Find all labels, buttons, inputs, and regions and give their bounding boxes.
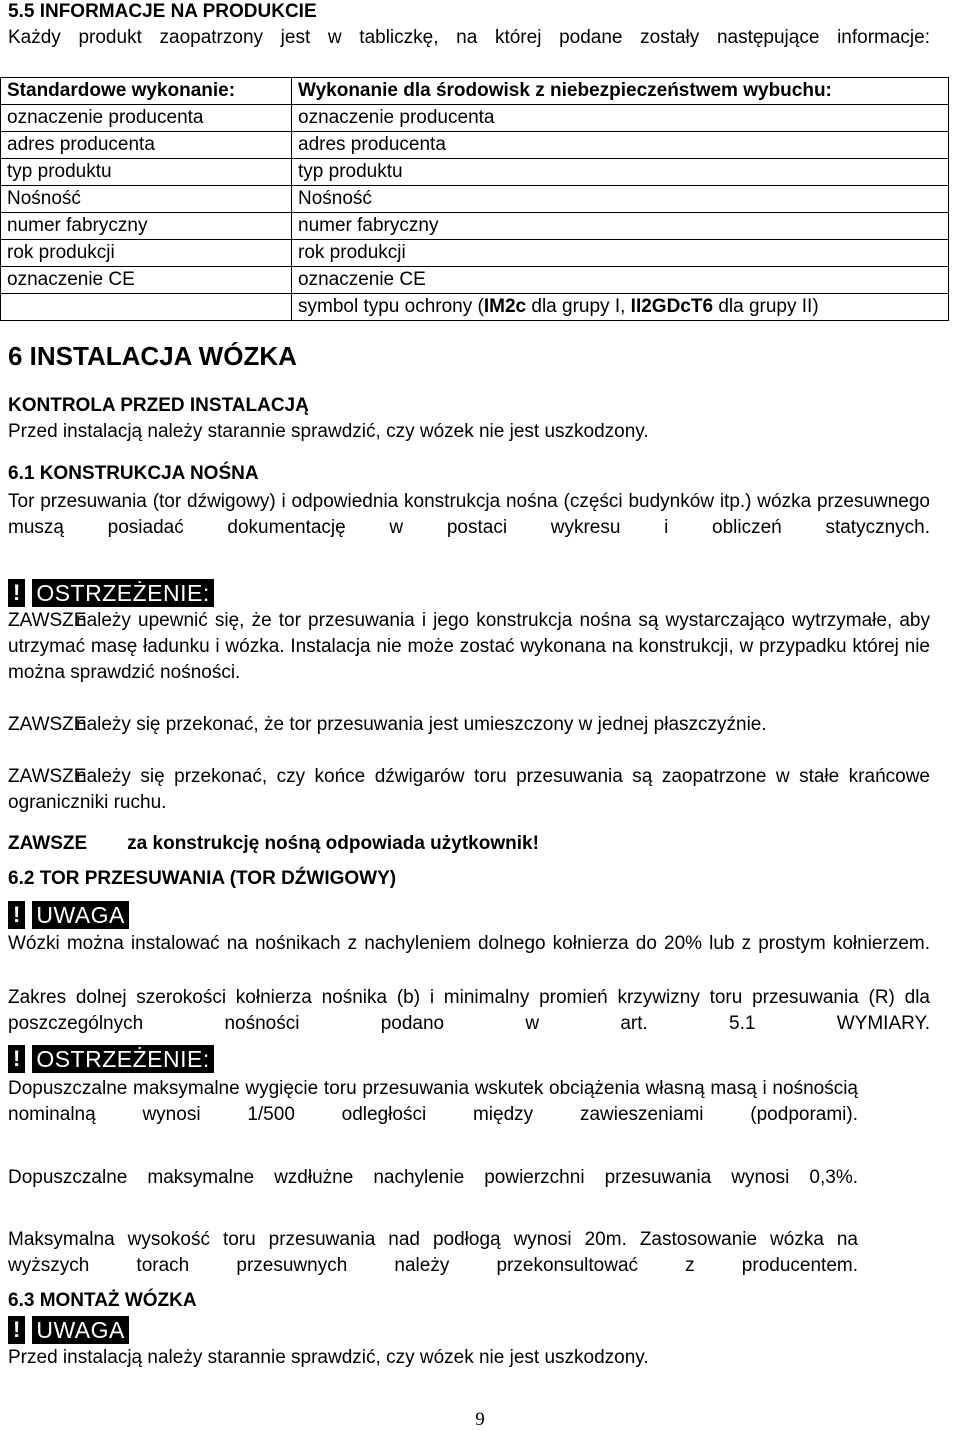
table-cell-protection-symbol bbox=[292, 294, 949, 321]
table-header-standard: Standardowe wykonanie: bbox=[1, 78, 292, 105]
table-row bbox=[1, 240, 949, 267]
section-heading-5-5: 5.5 INFORMACJE NA PRODUKCIE bbox=[8, 1, 317, 22]
section-6-2-paragraph-4: Dopuszczalne maksymalne wzdłużne nachylenie powierzchni przesuwania wynosi 0,3%. bbox=[8, 1167, 858, 1188]
always-text: należy upewnić się, że tor przesuwania i jego konstrukcja nośna są wystarczająco wytrzymałe, aby utrzymać masę ładunku i wózka. Instalacja nie może zostać wykonana na konstrukcji, w przypadku której nie można sprawdzić nośności. bbox=[8, 610, 930, 683]
exclamation-icon: ! bbox=[8, 1045, 25, 1073]
table-header-explosion: Wykonanie dla środowisk z niebezpieczeństwem wybuchu: bbox=[292, 78, 949, 105]
always-keyword: ZAWSZE bbox=[8, 766, 87, 787]
section-heading-6-3: 6.3 MONTAŻ WÓZKA bbox=[8, 1290, 197, 1311]
table-cell: typ produktu bbox=[1, 159, 292, 186]
always-item bbox=[8, 764, 930, 816]
protection-text: symbol typu ochrony ( bbox=[298, 296, 484, 317]
table-cell: Nośność bbox=[292, 186, 949, 213]
product-info-table bbox=[0, 77, 949, 321]
check-heading: KONTROLA PRZED INSTALACJĄ bbox=[8, 395, 309, 416]
always-text: należy się przekonać, że tor przesuwania jest umieszczony w jednej płaszczyźnie. bbox=[76, 714, 767, 735]
table-cell: numer fabryczny bbox=[1, 213, 292, 240]
table-header-row bbox=[1, 78, 949, 105]
table-row bbox=[1, 132, 949, 159]
always-final bbox=[8, 832, 539, 856]
protection-code-im2c: IM2c bbox=[483, 296, 527, 317]
protection-code-ii2gdct6: II2GDcT6 bbox=[630, 296, 714, 317]
check-text: Przed instalacją należy starannie sprawdzić, czy wózek nie jest uszkodzony. bbox=[8, 421, 649, 442]
table-cell: adres producenta bbox=[1, 132, 292, 159]
always-keyword: ZAWSZE bbox=[8, 714, 87, 735]
table-row bbox=[1, 267, 949, 294]
warning-banner bbox=[8, 1044, 214, 1074]
exclamation-icon: ! bbox=[8, 579, 25, 607]
always-text: należy się przekonać, czy końce dźwigarów toru przesuwania są zaopatrzone w stałe krańcowe ograniczniki ruchu. bbox=[8, 766, 930, 813]
warning-title: OSTRZEŻENIE: bbox=[32, 1045, 213, 1073]
notice-title: UWAGA bbox=[32, 901, 129, 929]
always-final-text: za konstrukcję nośną odpowiada użytkownik! bbox=[127, 833, 539, 854]
table-cell: numer fabryczny bbox=[292, 213, 949, 240]
table-row bbox=[1, 213, 949, 240]
section-5-5-intro: Każdy produkt zaopatrzony jest w tabliczkę, na której podane zostały następujące informacje: bbox=[8, 27, 930, 48]
table-cell: rok produkcji bbox=[1, 240, 292, 267]
always-item bbox=[8, 608, 930, 686]
table-cell: adres producenta bbox=[292, 132, 949, 159]
table-cell: rok produkcji bbox=[292, 240, 949, 267]
protection-text: dla grupy I, bbox=[526, 296, 631, 317]
table-row bbox=[1, 159, 949, 186]
section-6-2-paragraph-2: Zakres dolnej szerokości kołnierza nośnika (b) i minimalny promień krzywizny toru przesuwania (R) dla poszczególnych nośności podano w art. 5.1 WYMIARY. bbox=[8, 987, 930, 1034]
table-cell: oznaczenie CE bbox=[292, 267, 949, 294]
exclamation-icon: ! bbox=[8, 901, 25, 929]
notice-banner bbox=[8, 900, 129, 930]
section-heading-6-1: 6.1 KONSTRUKCJA NOŚNA bbox=[8, 463, 259, 484]
always-keyword: ZAWSZE bbox=[8, 833, 88, 854]
table-cell: oznaczenie producenta bbox=[292, 105, 949, 132]
table-row bbox=[1, 105, 949, 132]
section-6-2-paragraph-3: Dopuszczalne maksymalne wygięcie toru przesuwania wskutek obciążenia własną masą i nośnością nominalną wynosi 1/500 odległości między zawieszeniami (podporami). bbox=[8, 1078, 858, 1125]
page-number: 9 bbox=[475, 1409, 485, 1430]
chapter-6-heading: 6 INSTALACJA WÓZKA bbox=[8, 341, 297, 371]
section-heading-6-2: 6.2 TOR PRZESUWANIA (TOR DŹWIGOWY) bbox=[8, 868, 397, 889]
section-6-1-paragraph: Tor przesuwania (tor dźwigowy) i odpowiednia konstrukcja nośna (części budynków itp.) wózka przesuwnego muszą posiadać dokumentację w postaci wykresu i obliczeń statycznych. bbox=[8, 491, 930, 538]
warning-title: OSTRZEŻENIE: bbox=[32, 579, 213, 607]
protection-text: dla grupy II) bbox=[713, 296, 819, 317]
table-cell: oznaczenie producenta bbox=[1, 105, 292, 132]
table-cell: typ produktu bbox=[292, 159, 949, 186]
table-row bbox=[1, 186, 949, 213]
section-6-2-paragraph-5: Maksymalna wysokość toru przesuwania nad podłogą wynosi 20m. Zastosowanie wózka na wyższych torach przesuwnych należy przekonsultować z producentem. bbox=[8, 1229, 858, 1276]
table-cell bbox=[1, 294, 292, 321]
always-item bbox=[8, 712, 930, 738]
section-6-2-paragraph-1: Wózki można instalować na nośnikach z nachyleniem dolnego kołnierza do 20% lub z prostym kołnierzem. bbox=[8, 933, 930, 954]
warning-banner bbox=[8, 578, 214, 608]
exclamation-icon: ! bbox=[8, 1316, 25, 1344]
table-cell: oznaczenie CE bbox=[1, 267, 292, 294]
notice-banner bbox=[8, 1315, 129, 1345]
table-row bbox=[1, 294, 949, 321]
notice-title: UWAGA bbox=[32, 1316, 129, 1344]
table-cell: Nośność bbox=[1, 186, 292, 213]
always-keyword: ZAWSZE bbox=[8, 610, 87, 631]
section-6-3-paragraph: Przed instalacją należy starannie sprawdzić, czy wózek nie jest uszkodzony. bbox=[8, 1347, 649, 1368]
